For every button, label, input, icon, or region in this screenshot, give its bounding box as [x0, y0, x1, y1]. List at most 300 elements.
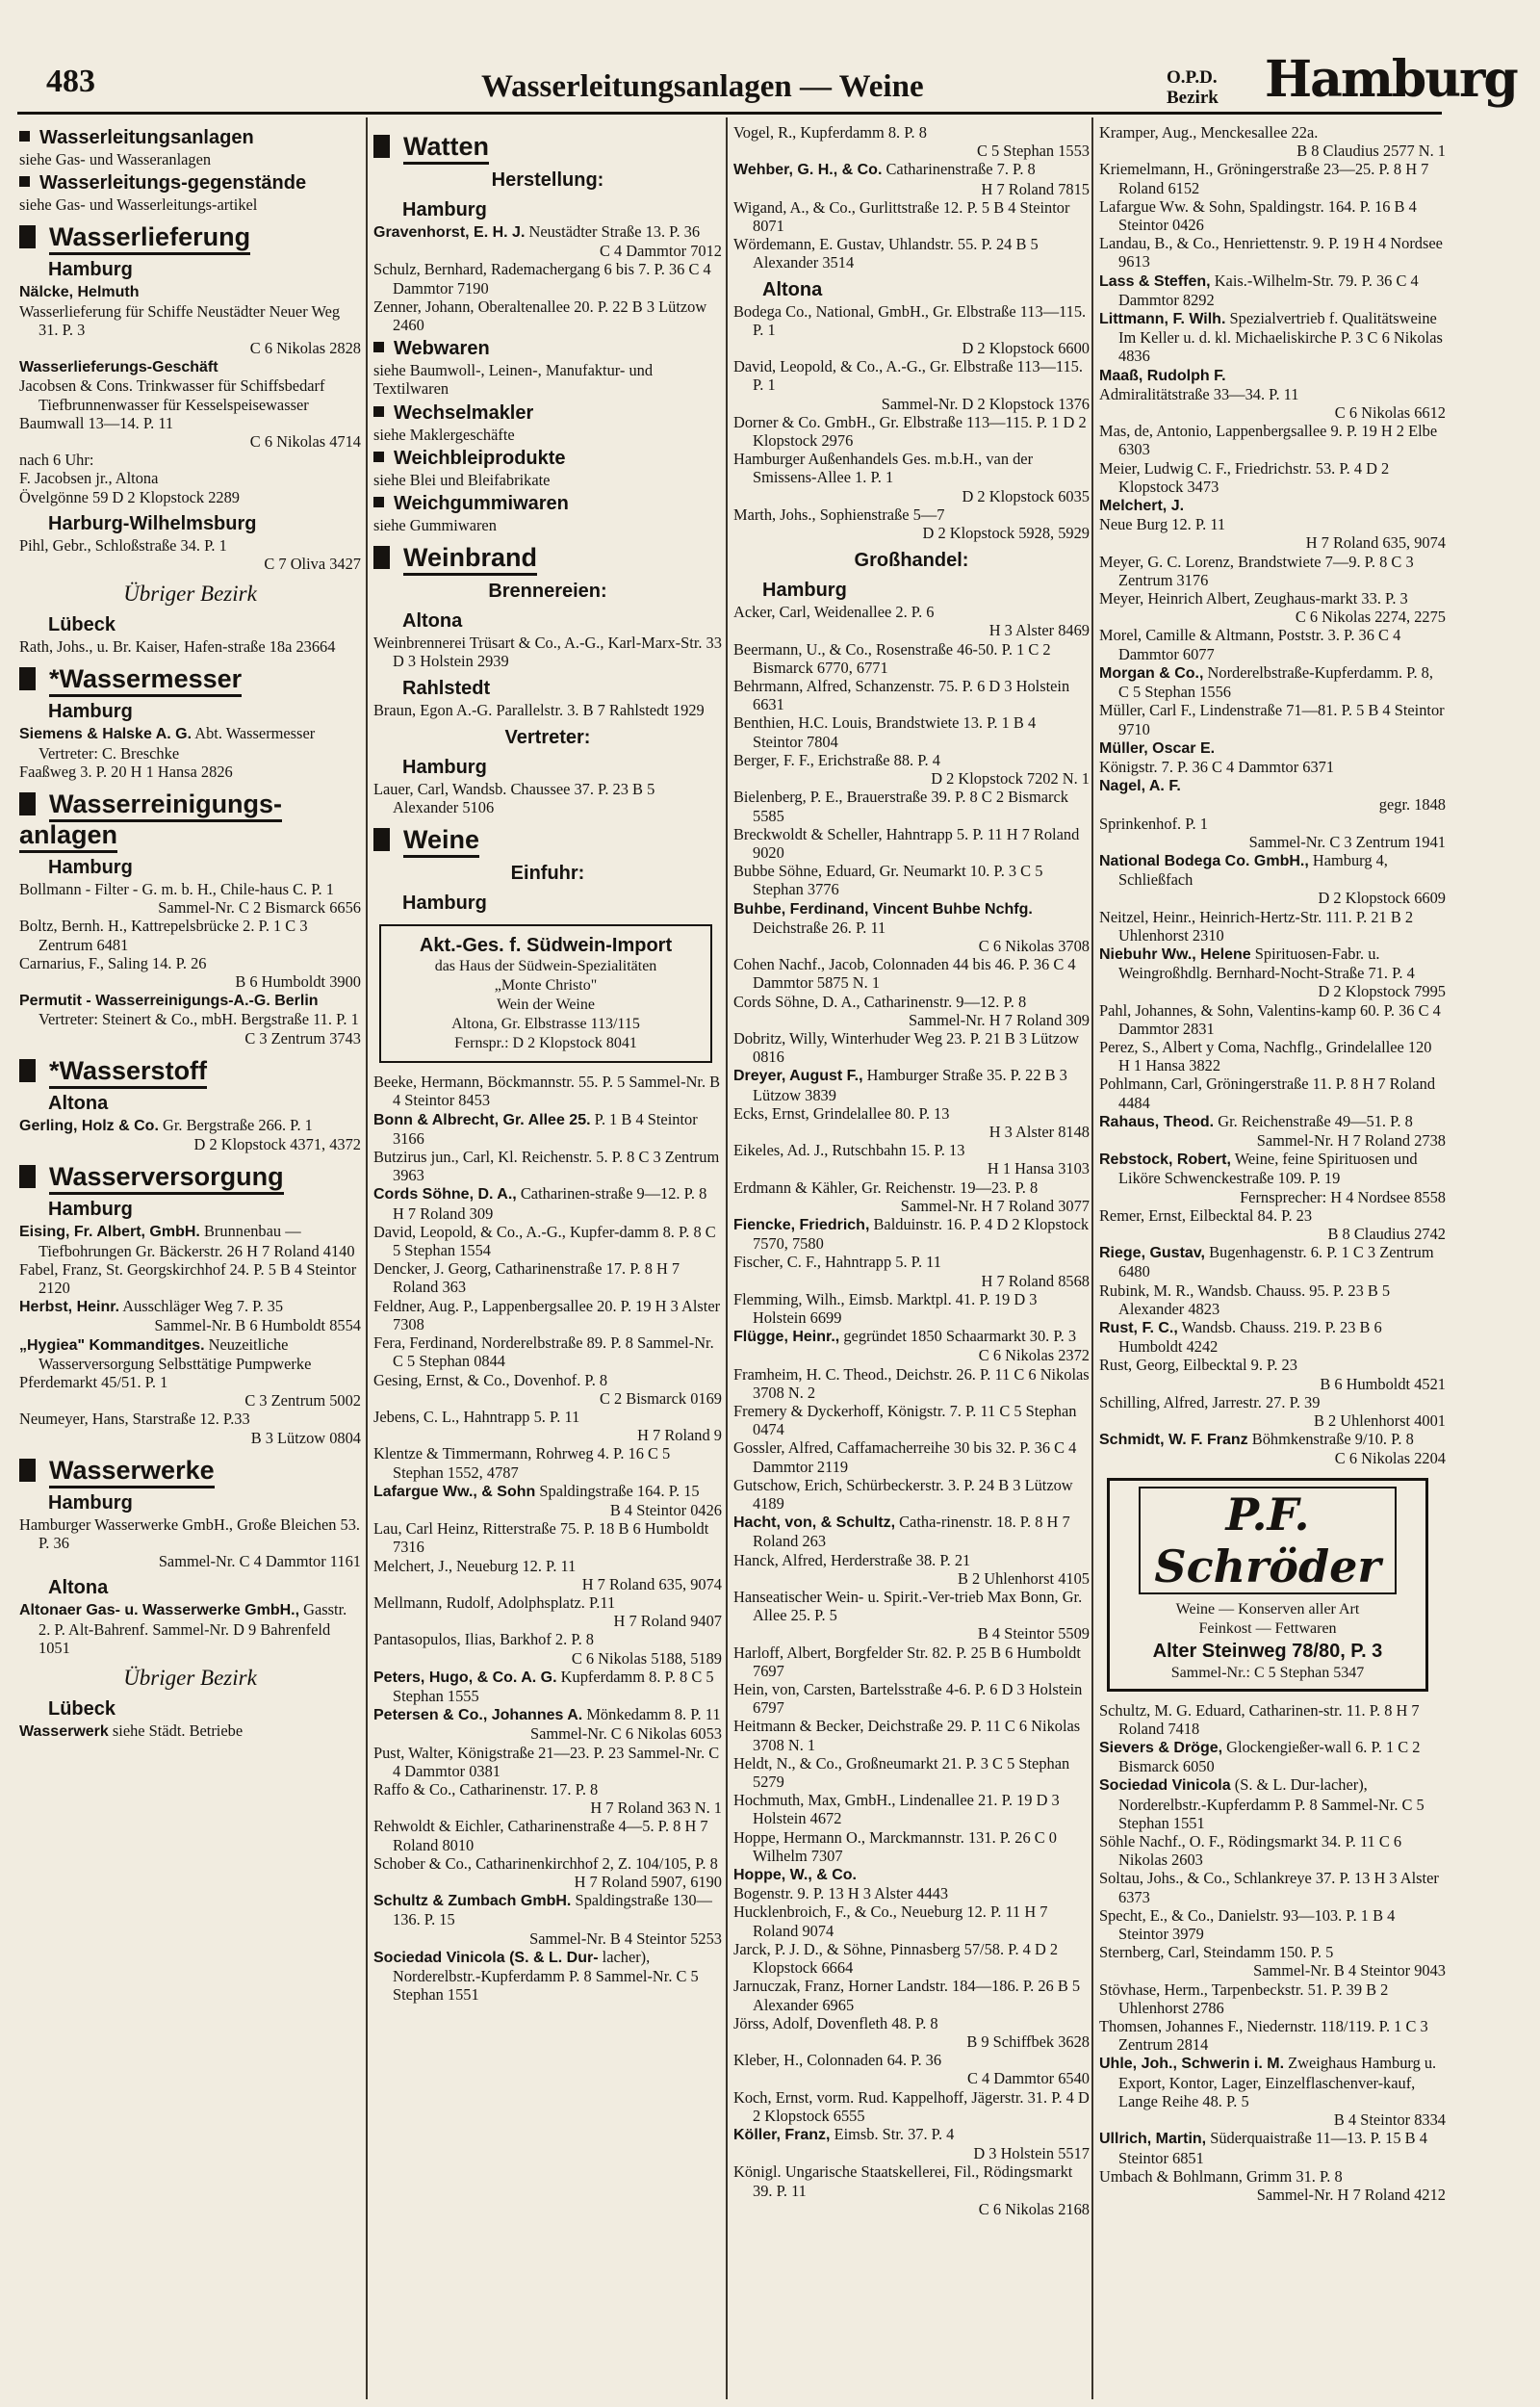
section-heading [373, 824, 722, 855]
entry-text: Jörss, Adolf, Dovenfleth 48. P. 8 [733, 2013, 938, 2032]
entry-name: Maaß, Rudolph F. [1099, 367, 1226, 384]
phone-line: Sammel-Nr. C 3 Zentrum 1941 [1248, 832, 1446, 851]
section-title: *Wassermesser [49, 664, 242, 697]
bullet-icon [19, 792, 36, 815]
listing-entry [1099, 459, 1446, 496]
entry-text: Jacobsen & Cons. Trinkwasser für Schiffsbedarf Tiefbrunnenwasser für Kesselspeisewasser [19, 376, 325, 414]
section-title: Watten [403, 132, 489, 165]
city-heading: Hamburg [48, 701, 133, 723]
listing-entry [733, 751, 1090, 769]
entry-text: Söhle Nachf., O. F., Rödingsmarkt 34. P. 11 C 6 Nikolas 2603 [1099, 1832, 1402, 1870]
entry-text: Flemming, Wilh., Eimsb. Marktpl. 41. P. 19 D 3 Holstein 6699 [733, 1289, 1038, 1327]
phone-line: Sammel-Nr. H 7 Roland 2738 [1256, 1130, 1446, 1150]
category-heading: Großhandel: [854, 550, 969, 572]
listing-entry [733, 2014, 1090, 2032]
entry-text: Zweighaus Hamburg u. Export, Kontor, Lager, Einzelflaschenver-kauf, Lange Reihe 48. P. 5 [1118, 2054, 1437, 2110]
phone-line: C 6 Nikolas 2274, 2275 [1295, 608, 1446, 627]
entry-name: Sociedad Vinicola [1099, 1777, 1231, 1795]
phone-line: C 4 Dammtor 6540 [966, 2069, 1090, 2088]
entry-name: Ullrich, Martin, [1099, 2131, 1207, 2148]
entry-text: Gesing, Ernst, & Co., Dovenhof. P. 8 [373, 1370, 608, 1389]
entry-text: Hamburger Straße 35. P. 22 B 3 Lützow 3839 [753, 1066, 1067, 1104]
bullet-icon [373, 497, 384, 507]
entry-text: David, Leopold, & Co., A.-G., Gr. Elbstraße 113—115. P. 1 [733, 357, 1083, 395]
listing-entry [733, 1754, 1090, 1791]
entry-name: Fiencke, Friedrich, [733, 1216, 870, 1233]
listing-entry [373, 1854, 722, 1873]
listing-entry [373, 1371, 722, 1389]
listing-entry [733, 1104, 1090, 1123]
entry-text: Admiralitätstraße 33—34. P. 11 [1099, 384, 1299, 403]
entry-text: Abt. Wassermesser Vertreter: C. Breschke [38, 724, 316, 763]
listing-entry [19, 1600, 361, 1657]
listing-entry [1099, 851, 1446, 889]
advertisement-box [1107, 1478, 1428, 1692]
entry-text: Melchert, J., Neueburg 12. P. 11 [373, 1556, 577, 1575]
listing-entry [1099, 1701, 1446, 1738]
listing-entry [373, 1705, 722, 1724]
district-label [1167, 67, 1219, 108]
city-heading: Hamburg [48, 1199, 133, 1221]
entry-text: siehe Städt. Betriebe [112, 1721, 244, 1740]
column-divider [366, 117, 368, 2399]
listing-entry [373, 1408, 722, 1426]
ad-line: Altona, Gr. Elbstrasse 113/115 [451, 1016, 640, 1033]
listing-entry [373, 1519, 722, 1556]
phone-line: C 4 Dammtor 7012 [599, 242, 722, 261]
listing-entry [1099, 1832, 1446, 1869]
listing-entry [1099, 1001, 1446, 1038]
entry-name: Peters, Hugo, & Co. A. G. [373, 1669, 557, 1686]
entry-text: Hein, von, Carsten, Bartelsstraße 4-6. P. 6 D 3 Holstein 6797 [733, 1680, 1083, 1718]
phone-line: C 6 Nikolas 4714 [249, 432, 361, 452]
entry-text: Pust, Walter, Königstraße 21—23. P. 23 Sammel-Nr. C 4 Dammtor 0381 [373, 1743, 720, 1780]
entry-text: Braun, Egon A.-G. Parallelstr. 3. B 7 Rahlstedt 1929 [373, 700, 705, 719]
ad-address: Alter Steinweg 78/80, P. 3 [1152, 1640, 1383, 1662]
listing-entry [733, 1551, 1090, 1569]
entry-text: Meier, Ludwig C. F., Friedrichstr. 53. P. 4 D 2 Klopstock 3473 [1099, 458, 1390, 496]
city-heading: Hamburg [48, 857, 133, 879]
listing-entry [19, 1297, 361, 1316]
phone-line: Fernsprecher: H 4 Nordsee 8558 [1240, 1187, 1446, 1206]
entry-text: Dorner & Co. GmbH., Gr. Elbstraße 113—115. P. 1 D 2 Klopstock 2976 [733, 412, 1087, 451]
entry-name: Bonn & Albrecht, Gr. Allee 25. [373, 1111, 591, 1128]
listing-entry [373, 1744, 722, 1780]
phone-line: D 3 Holstein 5517 [973, 2144, 1090, 2163]
entry-text: Süderquaistraße 11—13. P. 15 B 4 Steintor 6851 [1118, 2129, 1427, 2167]
listing-entry [1099, 553, 1446, 589]
listing-entry [19, 1335, 361, 1373]
entry-name: Rahaus, Theod. [1099, 1113, 1215, 1130]
entry-name: Sociedad Vinicola (S. & L. Dur- [373, 1949, 599, 1966]
phone-line: Sammel-Nr. C 2 Bismarck 6656 [158, 898, 361, 918]
entry-text: Kramper, Aug., Menckesallee 22a. [1099, 123, 1319, 142]
entry-text: Lafargue Ww. & Sohn, Spaldingstr. 164. P. 16 B 4 Steintor 0426 [1099, 196, 1417, 235]
entry-text: Eimsb. Str. 37. P. 4 [834, 2124, 955, 2143]
entry-text: Boltz, Bernh. H., Kattrepelsbrücke 2. P. 1 C 3 Zentrum 6481 [19, 917, 308, 954]
entry-text: Heldt, N., & Co., Großneumarkt 21. P. 3 C 5 Stephan 5279 [733, 1753, 1070, 1792]
section-heading [19, 789, 361, 850]
listing-entry [373, 1891, 722, 1928]
listing-entry [733, 2125, 1090, 2144]
entry-text: Pohlmann, Carl, Gröningerstraße 11. P. 8 H 7 Roland 4484 [1099, 1074, 1436, 1112]
listing-entry [733, 235, 1090, 272]
phone-line: B 2 Uhlenhorst 4105 [957, 1568, 1090, 1588]
entry-name: Uhle, Joh., Schwerin i. M. [1099, 2056, 1285, 2073]
entry-name: Hoppe, W., & Co. [733, 1867, 857, 1884]
listing-entry [373, 634, 722, 670]
entry-text: Morel, Camille & Altmann, Poststr. 3. P. 36 C 4 Dammtor 6077 [1099, 626, 1401, 663]
entry-text: Schilling, Alfred, Jarrestr. 27. P. 39 [1099, 1392, 1321, 1411]
entry-text: Dobritz, Willy, Winterhuder Weg 23. P. 21 B 3 Lützow 0816 [733, 1028, 1080, 1067]
listing-entry [733, 1215, 1090, 1253]
listing-entry [1099, 1775, 1446, 1832]
listing-entry [373, 1780, 722, 1799]
bullet-icon [373, 452, 384, 462]
entry-name: Hacht, von, & Schultz, [733, 1514, 896, 1532]
phone-line: B 4 Steintor 0426 [609, 1500, 722, 1519]
listing-entry [733, 1438, 1090, 1475]
bullet-icon [19, 1165, 36, 1188]
header-city: Hamburg [1265, 50, 1517, 109]
entry-text: P. 1 B 4 Steintor 3166 [393, 1109, 698, 1148]
listing-entry [1099, 738, 1446, 758]
listing-entry [373, 298, 722, 334]
bullet-icon [19, 667, 36, 690]
listing-entry [19, 195, 361, 214]
entry-text: Ecks, Ernst, Grindelallee 80. P. 13 [733, 1103, 950, 1123]
entry-text: Fischer, C. F., Hahntrapp 5. P. 11 [733, 1253, 941, 1272]
entry-text: Neumeyer, Hans, Starstraße 12. P.33 [19, 1410, 250, 1429]
entry-text: Bollmann - Filter - G. m. b. H., Chile-haus C. P. 1 [19, 880, 334, 899]
phone-line: Sammel-Nr. C 6 Nikolas 6053 [530, 1724, 722, 1744]
phone-line: Sammel-Nr. B 4 Steintor 9043 [1253, 1961, 1446, 1980]
listing-entry [19, 150, 361, 168]
phone-line: H 7 Roland 9 [637, 1426, 722, 1445]
entry-text: Remer, Ernst, Eilbecktal 84. P. 23 [1099, 1205, 1313, 1225]
entry-name: Schmidt, W. F. Franz [1099, 1432, 1248, 1449]
entry-text: Rust, Georg, Eilbecktal 9. P. 23 [1099, 1356, 1297, 1375]
column-divider [1091, 117, 1093, 2399]
entry-name: Sievers & Dröge, [1099, 1740, 1223, 1757]
entry-text: Fera, Ferdinand, Norderelbstraße 89. P. 8 Sammel-Nr. C 5 Stephan 0844 [373, 1333, 714, 1371]
entry-text: Pihl, Gebr., Schloßstraße 34. P. 1 [19, 535, 227, 555]
entry-text: nach 6 Uhr: [19, 451, 94, 470]
phone-line: H 7 Roland 7815 [981, 179, 1090, 198]
listing-entry [1099, 1038, 1446, 1074]
listing-entry [733, 640, 1090, 677]
city-heading: Altona [48, 1092, 109, 1114]
bullet-icon [19, 176, 30, 187]
city-heading: Lübeck [48, 614, 116, 636]
listing-entry [733, 825, 1090, 862]
listing-entry [733, 713, 1090, 750]
entry-text: Heitmann & Becker, Deichstraße 29. P. 11 C 6 Nikolas 3708 N. 1 [733, 1717, 1081, 1754]
entry-text: Hanseatischer Wein- u. Spirit.-Ver-trieb Max Bonn, Gr. Allee 25. P. 5 [733, 1588, 1083, 1625]
listing-entry [733, 505, 1090, 524]
entry-text: Berger, F. F., Erichstraße 88. P. 4 [733, 750, 940, 769]
entry-text: Brunnenbau — Tiefbohrungen Gr. Bäckerstr. 26 H 7 Roland 4140 [38, 1222, 355, 1260]
ad-line: Weine — Konserven aller Art [1175, 1600, 1360, 1618]
entry-text: siehe Blei und Bleifabrikate [373, 470, 551, 489]
entry-name: Petersen & Co., Johannes A. [373, 1707, 583, 1724]
listing-entry [733, 357, 1090, 394]
bullet-icon [373, 135, 390, 158]
listing-entry [733, 993, 1090, 1011]
section-title: Wasserlieferung [49, 222, 250, 255]
section-heading [19, 1455, 361, 1486]
entry-name: Melchert, J. [1099, 498, 1185, 515]
listing-entry [373, 1073, 722, 1109]
listing-entry [19, 302, 361, 339]
city-heading: Hamburg [402, 199, 487, 220]
listing-entry [1099, 2129, 1446, 2166]
phone-line: H 3 Alster 8148 [988, 1122, 1090, 1141]
header-rule [17, 112, 1442, 115]
listing-entry [19, 1116, 361, 1135]
entry-text: Wasserlieferung für Schiffe Neustädter Neuer Weg 31. P. 3 [19, 301, 341, 339]
entry-text: Gutschow, Erich, Schürbeckerstr. 3. P. 24 B 3 Lützow 4189 [733, 1475, 1073, 1514]
phone-line: Sammel-Nr. D 2 Klopstock 1376 [881, 394, 1090, 413]
listing-entry [19, 1410, 361, 1428]
entry-text: siehe Baumwoll-, Leinen-, Manufaktur- und Textilwaren [373, 361, 654, 399]
entry-name: Riege, Gustav, [1099, 1245, 1205, 1262]
entry-text: (S. & L. Dur-lacher), Norderelbstr.-Kupferdamm P. 8 Sammel-Nr. C 5 Stephan 1551 [1118, 1775, 1424, 1832]
entry-text: Wandsb. Chauss. 219. P. 23 B 6 Humboldt 4242 [1118, 1318, 1382, 1357]
entry-text: Cords Söhne, D. A., Catharinenstr. 9—12. P. 8 [733, 992, 1027, 1011]
entry-text: Sternberg, Carl, Steindamm 150. P. 5 [1099, 1943, 1334, 1962]
listing-entry [733, 2162, 1090, 2199]
phone-line: C 6 Nikolas 2204 [1334, 1449, 1446, 1468]
listing-entry [733, 1977, 1090, 2013]
entry-text: Rubink, M. R., Wandsb. Chauss. 95. P. 23 B 5 Alexander 4823 [1099, 1281, 1391, 1318]
entry-name: Rebstock, Robert, [1099, 1152, 1231, 1169]
city-heading: Hamburg [762, 580, 847, 602]
phone-line: D 2 Klopstock 4371, 4372 [193, 1135, 361, 1154]
entry-text: Weine, feine Spirituosen und Liköre Schwenckestraße 109. P. 19 [1118, 1150, 1418, 1188]
phone-line: C 2 Bismarck 0169 [599, 1388, 722, 1408]
listing-entry [373, 1948, 722, 2005]
section-heading [373, 338, 722, 359]
phone-line: D 2 Klopstock 6609 [1318, 889, 1446, 908]
entry-text: Meyer, G. C. Lorenz, Brandstwiete 7—9. P. 8 C 3 Zentrum 3176 [1099, 552, 1414, 589]
phone-line: H 1 Hansa 3103 [987, 1159, 1090, 1178]
listing-entry [19, 469, 361, 487]
city-heading: Harburg-Wilhelmsburg [48, 512, 257, 534]
listing-entry [373, 1297, 722, 1333]
section-title: Weine [403, 825, 479, 858]
listing-entry [1099, 2054, 1446, 2110]
entry-name: Rust, F. C., [1099, 1320, 1178, 1336]
listing-entry [19, 991, 361, 1028]
listing-entry [19, 954, 361, 972]
listing-entry [19, 1222, 361, 1259]
listing-entry [19, 536, 361, 555]
phone-line: B 6 Humboldt 4521 [1320, 1374, 1446, 1393]
listing-entry [373, 1557, 722, 1575]
entry-text: Wördemann, E. Gustav, Uhlandstr. 55. P. 24 B 5 Alexander 3514 [733, 235, 1039, 272]
listing-entry [373, 361, 722, 398]
city-heading: Altona [762, 278, 823, 300]
entry-text: siehe Maklergeschäfte [373, 425, 515, 444]
listing-entry [19, 414, 361, 432]
phone-line: C 3 Zentrum 3743 [244, 1028, 361, 1048]
entry-text: Königl. Ungarische Staatskellerei, Fil., Rödingsmarkt 39. P. 11 [733, 2162, 1073, 2200]
phone-line: C 6 Nikolas 3708 [978, 936, 1090, 955]
listing-entry [1099, 496, 1446, 515]
phone-line: B 3 Lützow 0804 [250, 1428, 361, 1447]
entry-text: Faaßweg 3. P. 20 H 1 Hansa 2826 [19, 762, 233, 781]
city-heading: Hamburg [48, 259, 133, 281]
bullet-icon [373, 406, 384, 417]
listing-entry [733, 1940, 1090, 1977]
listing-entry [19, 376, 361, 413]
listing-entry [1099, 1281, 1446, 1318]
entry-text: Bubbe Söhne, Eduard, Gr. Neumarkt 10. P. 3 C 5 Stephan 3776 [733, 862, 1043, 899]
listing-entry [733, 955, 1090, 992]
entry-text: Schultz, M. G. Eduard, Catharinen-str. 11. P. 8 H 7 Roland 7418 [1099, 1700, 1420, 1738]
listing-entry [1099, 1318, 1446, 1356]
listing-entry [1099, 663, 1446, 701]
section-heading [19, 221, 361, 252]
entry-name: Flügge, Heinr., [733, 1329, 840, 1346]
entry-text: Schulz, Bernhard, Rademachergang 6 bis 7. P. 36 C 4 Dammtor 7190 [373, 260, 711, 298]
phone-line: H 7 Roland 5907, 6190 [574, 1872, 722, 1891]
entry-text: Vertreter: Steinert & Co., mbH. Bergstraße 11. P. 1 [38, 1010, 359, 1029]
listing-entry [733, 2088, 1090, 2125]
listing-entry [1099, 1906, 1446, 1943]
ad-line: das Haus der Südwein-Spezialitäten [434, 958, 657, 975]
phone-line: Sammel-Nr. H 7 Roland 3077 [900, 1196, 1090, 1215]
listing-entry [733, 123, 1090, 142]
phone-line: H 7 Roland 635, 9074 [1305, 533, 1446, 553]
section-title: Wasserleitungsanlagen [39, 127, 254, 148]
entry-text: Jarnuczak, Franz, Horner Landstr. 184—186. P. 26 B 5 Alexander 6965 [733, 1977, 1081, 2014]
category-heading: Herstellung: [491, 169, 604, 191]
section-title: Webwaren [394, 338, 490, 360]
entry-text: Stövhase, Herm., Tarpenbeckstr. 51. P. 39 B 2 Uhlenhorst 2786 [1099, 1980, 1389, 2017]
entry-text: lacher), Norderelbstr.-Kupferdamm P. 8 Sammel-Nr. C 5 Stephan 1551 [393, 1947, 699, 2005]
entry-text: F. Jacobsen jr., Altona [19, 469, 159, 488]
listing-entry [733, 1029, 1090, 1066]
bullet-icon [19, 1459, 36, 1482]
entry-name: Nälcke, Helmuth [19, 284, 140, 301]
section-title: Wasserwerke [49, 1456, 215, 1488]
phone-line: B 4 Steintor 8334 [1333, 2110, 1446, 2130]
column-2 [373, 123, 722, 2395]
city-heading: Hamburg [402, 893, 487, 915]
listing-entry [373, 426, 722, 444]
entry-text: Hanck, Alfred, Herderstraße 38. P. 21 [733, 1550, 971, 1569]
column-3 [733, 123, 1090, 2395]
entry-text: Fabel, Franz, St. Georgskirchhof 24. P. 5 B 4 Steintor 2120 [19, 1259, 357, 1297]
listing-entry [733, 1828, 1090, 1865]
entry-text: Neustädter Straße 13. P. 36 [528, 222, 701, 241]
entry-text: Hamburger Außenhandels Ges. m.b.H., van der Smissens-Allee 1. P. 1 [733, 450, 1034, 487]
listing-entry [373, 780, 722, 816]
phone-line: H 7 Roland 8568 [981, 1271, 1090, 1290]
entry-text: Butzirus jun., Carl, Kl. Reichenstr. 5. P. 8 C 3 Zentrum 3963 [373, 1148, 720, 1185]
entry-name: Littmann, F. Wilh. [1099, 311, 1226, 328]
listing-entry [19, 1260, 361, 1297]
listing-entry [733, 899, 1090, 937]
entry-text: Bogenstr. 9. P. 13 H 3 Alster 4443 [733, 1884, 949, 1903]
listing-entry [1099, 1150, 1446, 1187]
phone-line: D 2 Klopstock 5928, 5929 [922, 524, 1090, 543]
listing-entry [1099, 1074, 1446, 1111]
entry-text: Gasstr. 2. P. Alt-Bahrenf. Sammel-Nr. D 9 Bahrenfeld 1051 [38, 1600, 347, 1657]
entry-text: Catharinenstraße 7. P. 8 [886, 160, 1036, 179]
entry-text: Dencker, J. Georg, Catharinenstraße 17. P. 8 H 7 Roland 363 [373, 1259, 680, 1297]
entry-text: Marth, Johs., Sophienstraße 5—7 [733, 505, 945, 524]
section-heading [373, 448, 722, 469]
listing-entry [373, 1223, 722, 1259]
listing-entry [19, 488, 361, 506]
section-title: Wechselmakler [394, 401, 534, 424]
entry-text: Neuzeitliche Wasserversorgung Selbsttätige Pumpwerke [38, 1334, 312, 1373]
listing-entry [1099, 2167, 1446, 2186]
listing-entry [733, 1643, 1090, 1680]
listing-entry [19, 1721, 361, 1741]
listing-entry [733, 1327, 1090, 1346]
entry-text: Jebens, C. L., Hahntrapp 5. P. 11 [373, 1407, 580, 1426]
listing-entry [373, 222, 722, 242]
entry-name: Buhbe, Ferdinand, Vincent Buhbe Nchfg. [733, 900, 1033, 918]
entry-text: Övelgönne 59 D 2 Klopstock 2289 [19, 487, 240, 506]
entry-text: gegründet 1850 Schaarmarkt 30. P. 3 [843, 1327, 1077, 1346]
phone-line: C 6 Nikolas 2168 [978, 2199, 1090, 2218]
phone-line: C 6 Nikolas 6612 [1334, 403, 1446, 423]
entry-text: siehe Gummiwaren [373, 516, 497, 535]
entry-name: Wasserwerk [19, 1722, 109, 1740]
section-title: Wasserleitungs-gegenstände [39, 172, 307, 194]
ad-line: Feinkost — Fettwaren [1198, 1619, 1337, 1637]
city-heading: Rahlstedt [402, 677, 491, 699]
column-4 [1099, 123, 1446, 2395]
listing-entry [19, 917, 361, 953]
section-heading [19, 1161, 361, 1192]
listing-entry [1099, 908, 1446, 945]
ad-line: Fernspr.: D 2 Klopstock 8041 [454, 1035, 637, 1052]
listing-entry [1099, 758, 1446, 776]
entry-text: Beeke, Hermann, Böckmannstr. 55. P. 5 Sammel-Nr. B 4 Steintor 8453 [373, 1073, 721, 1110]
phone-line: H 3 Alster 8469 [988, 621, 1090, 640]
entry-text: Pferdemarkt 45/51. P. 1 [19, 1372, 168, 1391]
section-title: Wasserversorgung [49, 1162, 284, 1195]
entry-text: Hamburg 4, Schließfach [1118, 850, 1388, 890]
entry-name: Gerling, Holz & Co. [19, 1117, 159, 1134]
listing-entry [1099, 2017, 1446, 2054]
listing-entry [733, 862, 1090, 898]
section-title: Weinbrand [403, 543, 537, 576]
phone-line: H 7 Roland 635, 9074 [581, 1574, 722, 1593]
column-divider [726, 117, 728, 2399]
entry-text: Hucklenbroich, F., & Co., Neueburg 12. P. 11 H 7 Roland 9074 [733, 1902, 1048, 1940]
listing-entry [19, 637, 361, 656]
entry-name: Altonaer Gas- u. Wasserwerke GmbH., [19, 1602, 300, 1619]
listing-entry [1099, 160, 1446, 196]
listing-entry [373, 1333, 722, 1370]
entry-text: Framheim, H. C. Theod., Deichstr. 26. P. 11 C 6 Nikolas 3708 N. 2 [733, 1364, 1090, 1402]
listing-entry [19, 880, 361, 898]
phone-line: B 4 Steintor 5509 [977, 1624, 1090, 1643]
region-heading: Übriger Bezirk [123, 1665, 257, 1690]
entry-text: Balduinstr. 16. P. 4 D 2 Klopstock 7570, 7580 [753, 1214, 1090, 1254]
category-heading: Einfuhr: [510, 863, 585, 885]
city-heading: Hamburg [48, 1491, 133, 1514]
listing-entry [19, 451, 361, 469]
entry-text: Perez, S., Albert y Coma, Nachflg., Grindelallee 120 H 1 Hansa 3822 [1099, 1037, 1432, 1075]
